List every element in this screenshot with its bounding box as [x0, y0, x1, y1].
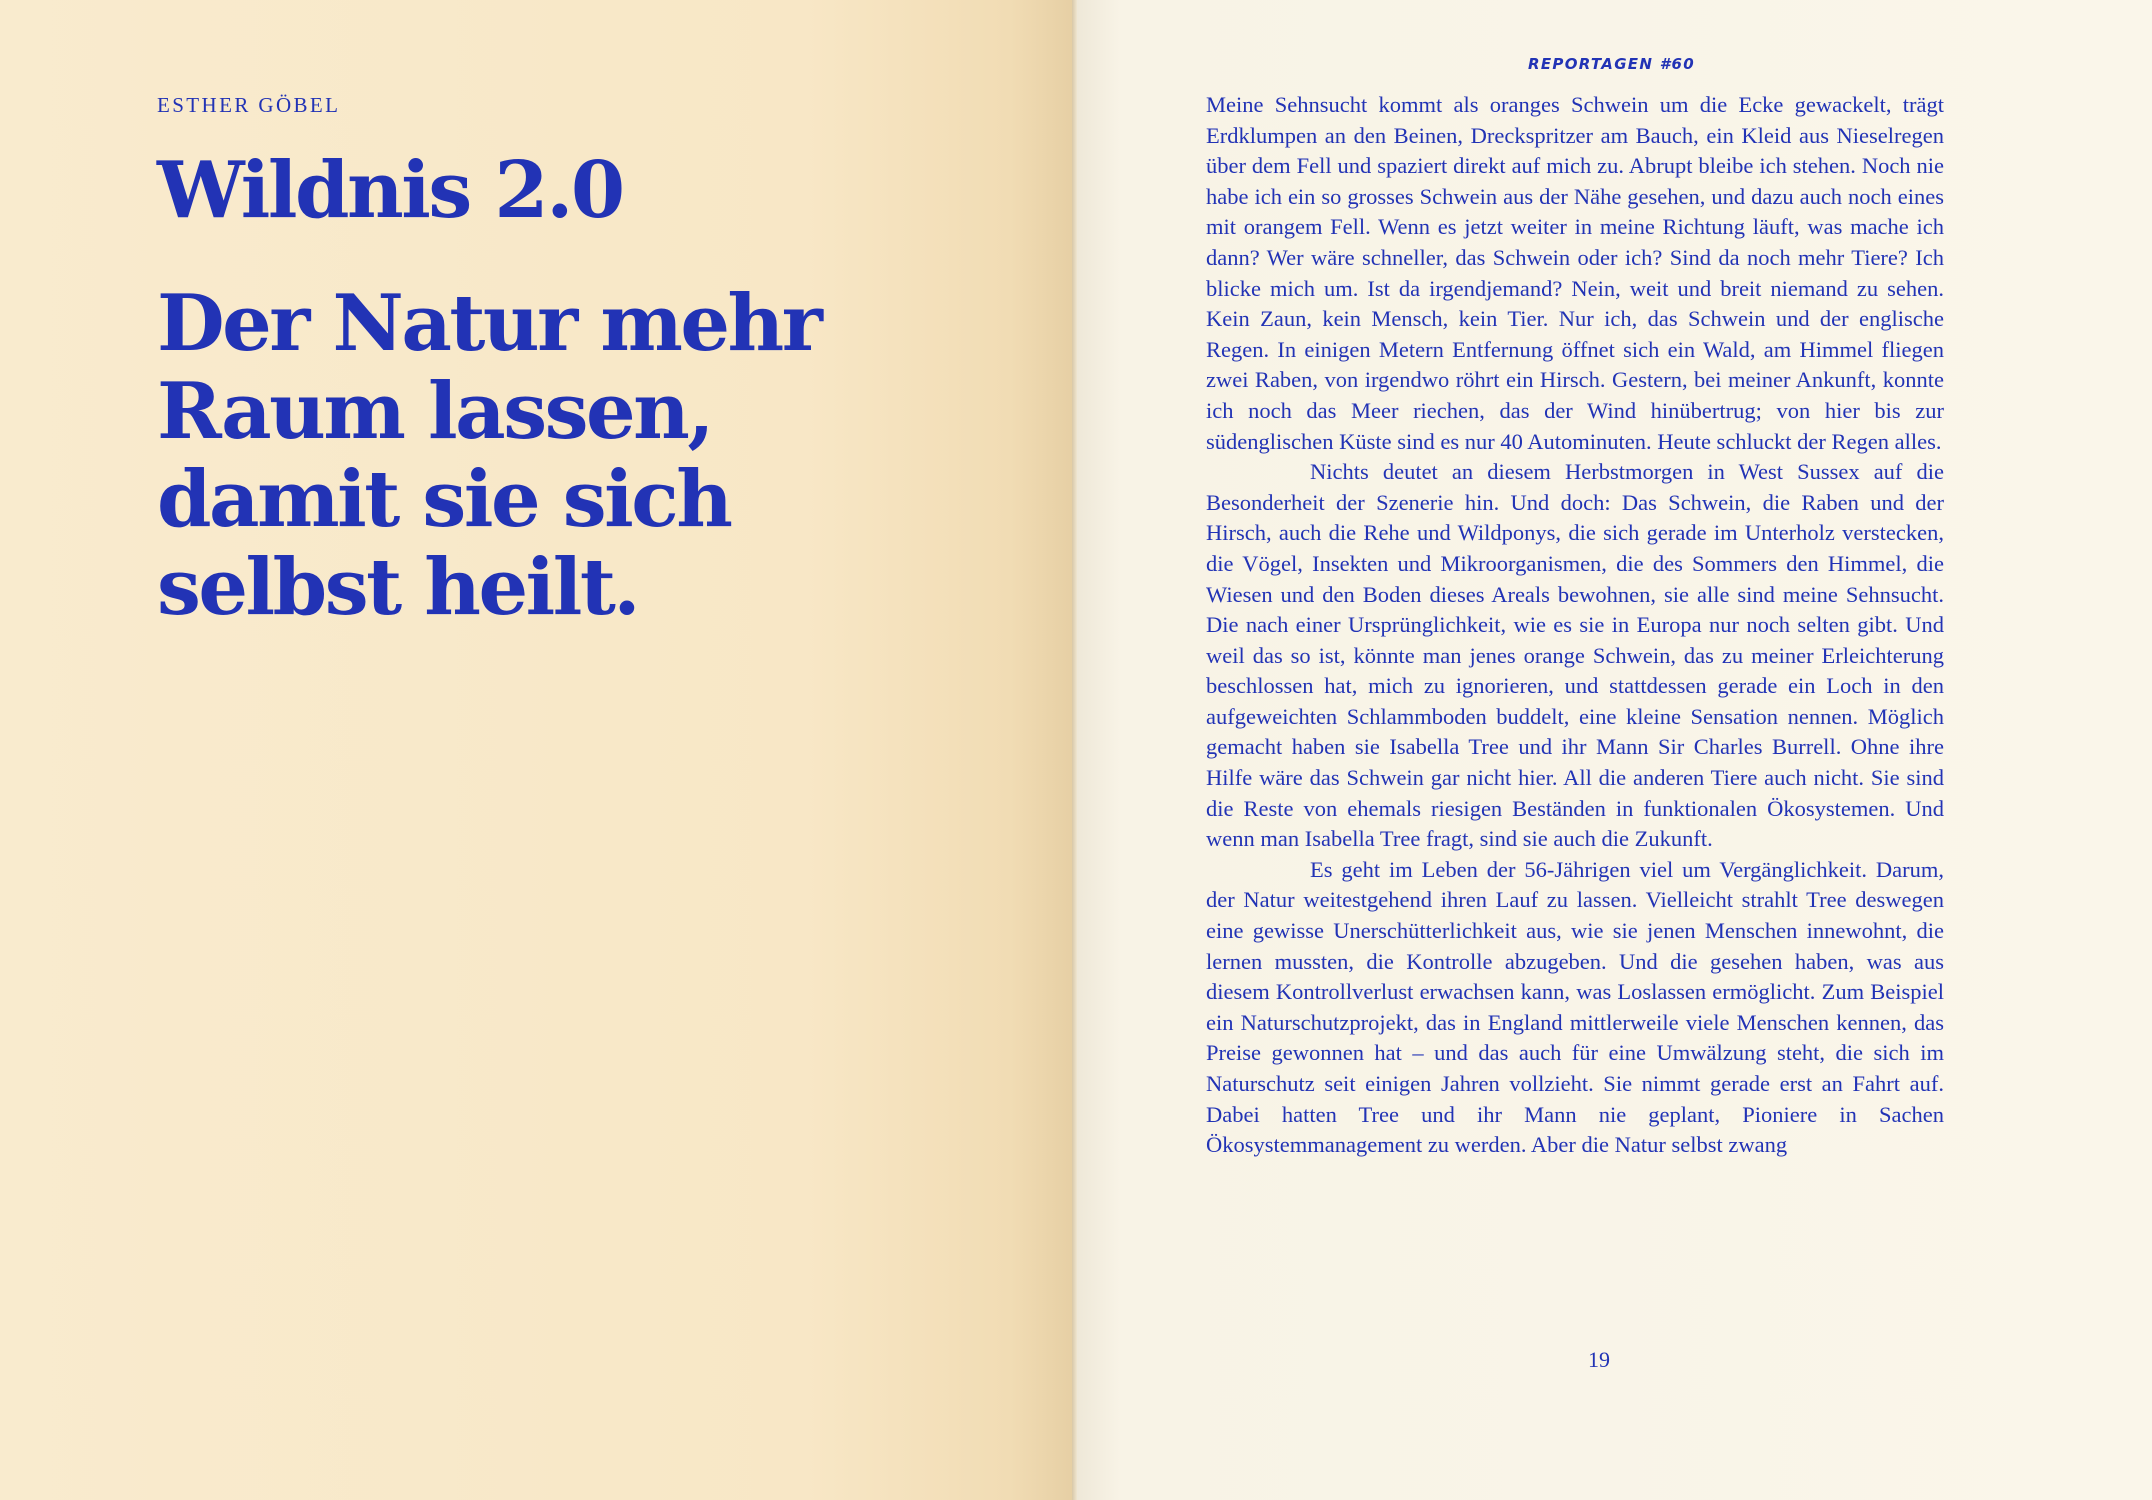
left-page	[0, 0, 1074, 1500]
running-head: REPORTAGEN #60	[1528, 55, 1695, 73]
body-paragraph-1: Meine Sehnsucht kommt als oranges Schwein um die Ecke gewackelt, trägt Erdklumpen an den Beinen, Dreckspritzer am Bauch, ein Kleid aus Nieselregen über dem Fell und spaziert direkt auf mich zu. Abrupt bleibe ich stehen. Noch nie habe ich ein so grosses Schwein aus der Nähe gesehen, und dazu auch noch eines mit orangem Fell. Wenn es jetzt weiter in meine Richtung läuft, was mache ich dann? Wer wäre schneller, das Schwein oder ich? Sind da noch mehr Tiere? Ich blicke mich um. Ist da irgendjemand? Nein, weit und breit niemand zu sehen. Kein Zaun, kein Mensch, kein Tier. Nur ich, das Schwein und der englische Regen. In einigen Metern Entfernung öffnet sich ein Wald, am Himmel fliegen zwei Raben, von irgendwo röhrt ein Hirsch. Gestern, bei meiner Ankunft, konnte ich noch das Meer riechen, das der Wind hinübertrug; von hier bis zur südenglischen Küste sind es nur 40 Autominuten. Heute schluckt der Regen alles.	[1206, 92, 1944, 454]
page-number: 19	[1588, 1347, 1610, 1372]
article-title: Wildnis 2.0	[157, 145, 623, 236]
article-body	[1206, 90, 1944, 1161]
body-paragraph-2: Nichts deutet an diesem Herbstmorgen in West Sussex auf die Besonderheit der Szenerie hin. Und doch: Das Schwein, die Raben und der Hirsch, auch die Rehe und Wildponys, die sich gerade im Unterholz verstecken, die Vögel, Insekten und Mikroorganismen, die des Sommers den Himmel, die Wiesen und den Boden dieses Areals bewohnen, sie alle sind meine Sehnsucht. Die nach einer Ursprünglichkeit, wie es sie in Europa nur noch selten gibt. Und weil das so ist, könnte man jenes orange Schwein, das zu meiner Erleichterung beschlossen hat, mich zu ignorieren, und stattdessen gerade ein Loch in den aufgeweichten Schlammboden buddelt, eine kleine Sensation nennen. Möglich gemacht haben sie Isabella Tree und ihr Mann Sir Charles Burrell. Ohne ihre Hilfe wäre das Schwein gar nicht hier. All die anderen Tiere auch nicht. Sie sind die Reste von ehemals riesigen Beständen in funktionalen Ökosystemen. Und wenn man Isabella Tree fragt, sind sie auch die Zukunft.	[1206, 459, 1944, 852]
body-paragraph-3: Es geht im Leben der 56-Jährigen viel um Vergänglichkeit. Darum, der Natur weitestgehend ihren Lauf zu lassen. Vielleicht strahlt Tree deswegen eine gewisse Unerschütterlichkeit aus, wie sie jenen Menschen innewohnt, die lernen mussten, die Kontrolle abzugeben. Und die gesehen haben, was aus diesem Kontrollverlust erwachsen kann, was Loslassen ermöglicht. Zum Beispiel ein Naturschutzprojekt, das in England mittlerweile viele Menschen kennen, das Preise gewonnen hat – und das auch für eine Umwälzung steht, die sich im Naturschutz seit einigen Jahren vollzieht. Sie nimmt gerade erst an Fahrt auf. Dabei hatten Tree und ihr Mann nie geplant, Pioniere in Sachen Ökosystemmanagement zu werden. Aber die Natur selbst zwang	[1206, 856, 1944, 1158]
author-name: ESTHER GÖBEL	[157, 93, 341, 117]
article-subtitle: Der Natur mehr Raum lassen, damit sie sich selbst heilt.	[157, 278, 821, 633]
